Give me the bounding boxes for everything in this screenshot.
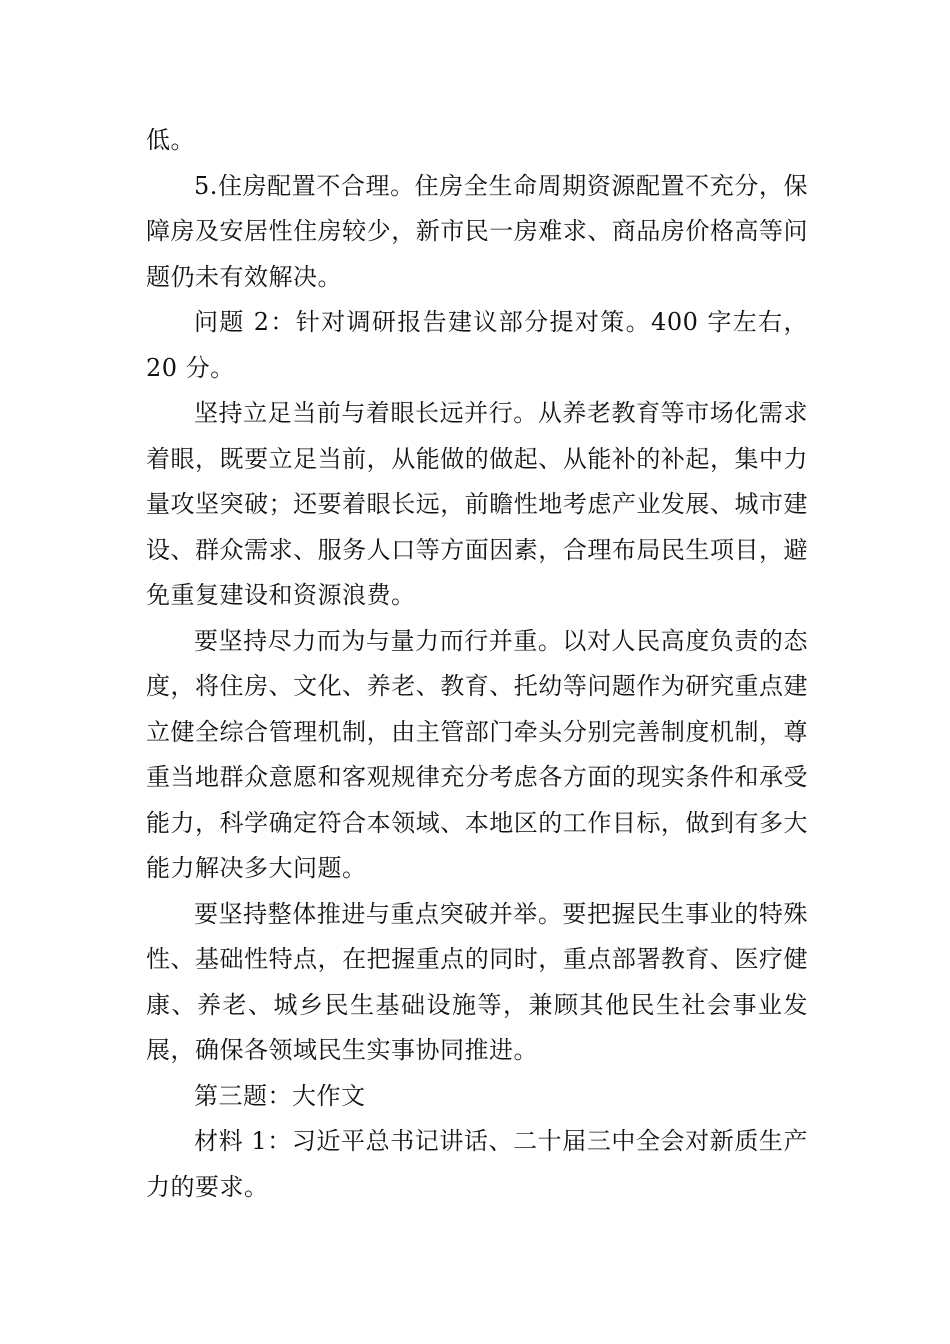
paragraph-housing-allocation: 5.住房配置不合理。住房全生命周期资源配置不充分，保障房及安居性住房较少，新市民一房难求、商品房价格高等问题仍未有效解决。 [146,171,808,291]
paragraph-overall-and-key-breakthrough: 要坚持整体推进与重点突破并举。要把握民生事业的特殊性、基础性特点，在把握重点的同时，重点部署教育、医疗健康、养老、城乡民生基础设施等，兼顾其他民生社会事业发展，确保各领域民生实事协同推进。 [146,899,808,1064]
document-page [146,118,808,1210]
paragraph-continuation: 低。 [146,126,195,154]
paragraph-best-effort-and-capacity: 要坚持尽力而为与量力而行并重。以对人民高度负责的态度，将住房、文化、养老、教育、托幼等问题作为研究重点建立健全综合管理机制，由主管部门牵头分别完善制度机制，尊重当地群众意愿和客观规律充分考虑各方面的现实条件和承受能力，科学确定符合本领域、本地区的工作目标，做到有多大能力解决多大问题。 [146,626,808,882]
paragraph-question-2: 问题 2：针对调研报告建议部分提对策。400 字左右，20 分。 [146,308,808,382]
paragraph-present-and-long-term: 坚持立足当前与着眼长远并行。从养老教育等市场化需求着眼，既要立足当前，从能做的做起、从能补的补起，集中力量攻坚突破；还要着眼长远，前瞻性地考虑产业发展、城市建设、群众需求、服务人口等方面因素，合理布局民生项目，避免重复建设和资源浪费。 [146,399,808,609]
paragraph-question-3-heading: 第三题：大作文 [194,1081,366,1110]
paragraph-material-1: 材料 1：习近平总书记讲话、二十届三中全会对新质生产力的要求。 [146,1127,808,1201]
